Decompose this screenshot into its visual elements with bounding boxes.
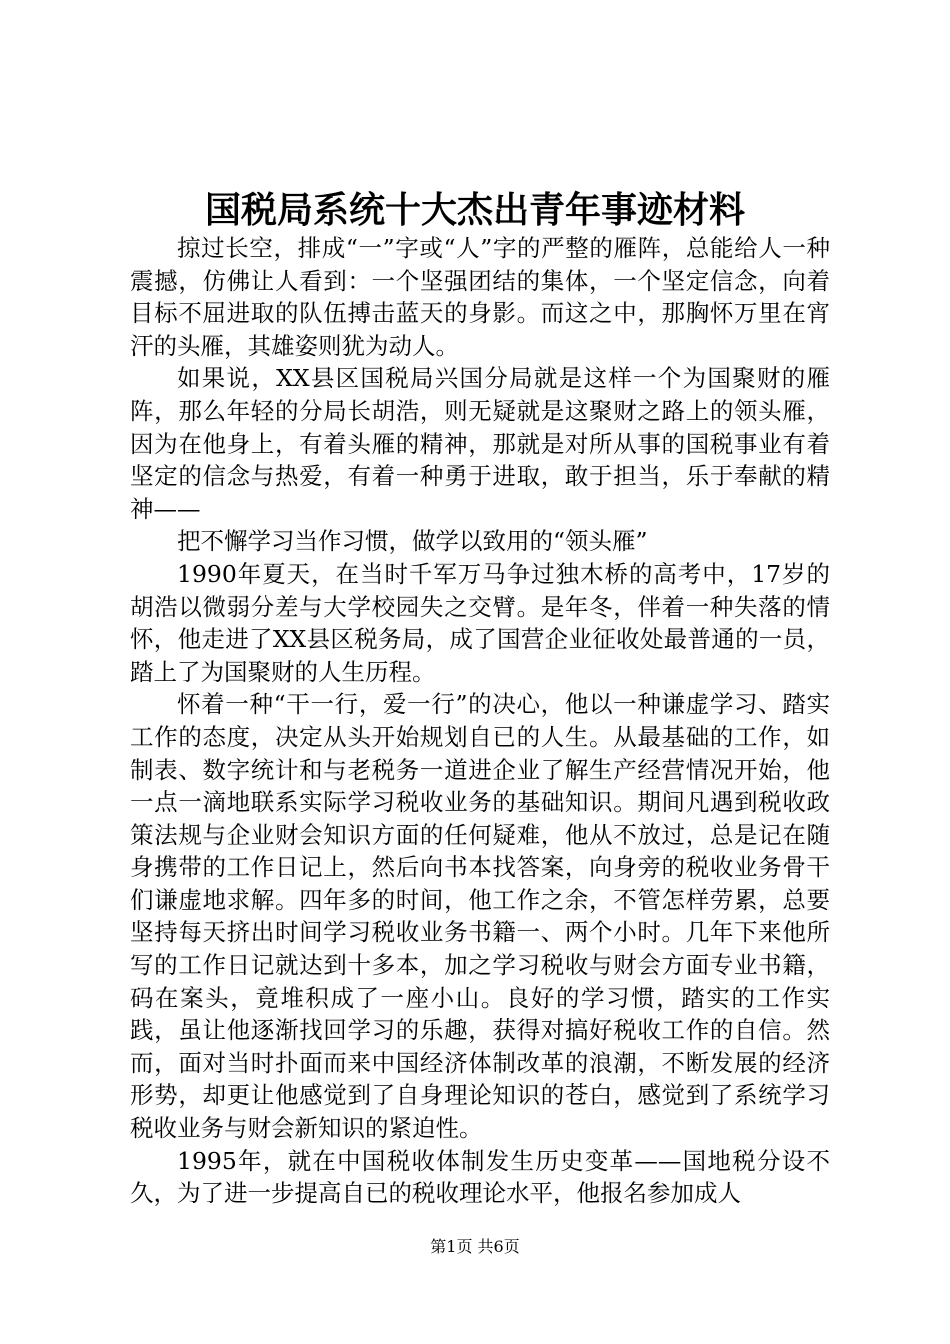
document-body bbox=[130, 232, 830, 1210]
paragraph: 1995年，就在中国税收体制发生历史变革——国地税分设不久，为了进一步提高自已的税收理论水平，他报名参加成人 bbox=[130, 1146, 830, 1208]
paragraph: 1990年夏天，在当时千军万马争过独木桥的高考中，17岁的胡浩以微弱分差与大学校园失之交臂。是年冬，伴着一种失落的情怀，他走进了XX县区税务局，成了国营企业征收处最普通的一员，踏上了为国聚财的人生历程。 bbox=[130, 559, 830, 686]
document-title: 国税局系统十大杰出青年事迹材料 bbox=[204, 189, 745, 231]
paragraph: 掠过长空，排成“一”字或“人”字的严整的雁阵，总能给人一种震撼，仿佛让人看到：一个坚强团结的集体，一个坚定信念，向着目标不屈进取的队伍搏击蓝天的身影。而这之中，那胸怀万里在宵汗的头雁，其雄姿则犹为动人。 bbox=[130, 234, 830, 360]
paragraph: 怀着一种“干一行，爱一行”的决心，他以一种谦虚学习、踏实工作的态度，决定从头开始规划自已的人生。从最基础的工作，如制表、数字统计和与老税务一道进企业了解生产经营情况开始，他一点一滴地联系实际学习税收业务的基础知识。期间凡遇到税收政策法规与企业财会知识方面的任何疑难，他从不放过，总是记在随身携带的工作日记上，然后向书本找答案，向身旁的税收业务骨干们谦虚地求解。四年多的时间，他工作之余，不管怎样劳累，总要坚持每天挤出时间学习税收业务书籍一、两个小时。几年下来他所写的工作日记就达到十多本，加之学习税收与财会方面专业书籍，码在案头，竟堆积成了一座小山。良好的学习惯，踏实的工作实践，虽让他逐渐找回学习的乐趣，获得对搞好税收工作的自信。然而，面对当时扑面而来中国经济体制改革的浪潮，不断发展的经济形势，却更让他感觉到了自身理论知识的苍白，感觉到了系统学习税收业务与财会新知识的紧迫性。 bbox=[130, 690, 830, 1143]
paragraph: 如果说，XX县区国税局兴国分局就是这样一个为国聚财的雁阵，那么年轻的分局长胡浩，则无疑就是这聚财之路上的领头雁，因为在他身上，有着头雁的精神，那就是对所从事的国税事业有着坚定的信念与热爱，有着一种勇于进取，敢于担当，乐于奉献的精神—— bbox=[130, 364, 830, 523]
page-number: 第1页 共6页 bbox=[430, 1237, 520, 1256]
section-heading: 把不懈学习当作习惯，做学以致用的“领头雁” bbox=[177, 527, 648, 556]
